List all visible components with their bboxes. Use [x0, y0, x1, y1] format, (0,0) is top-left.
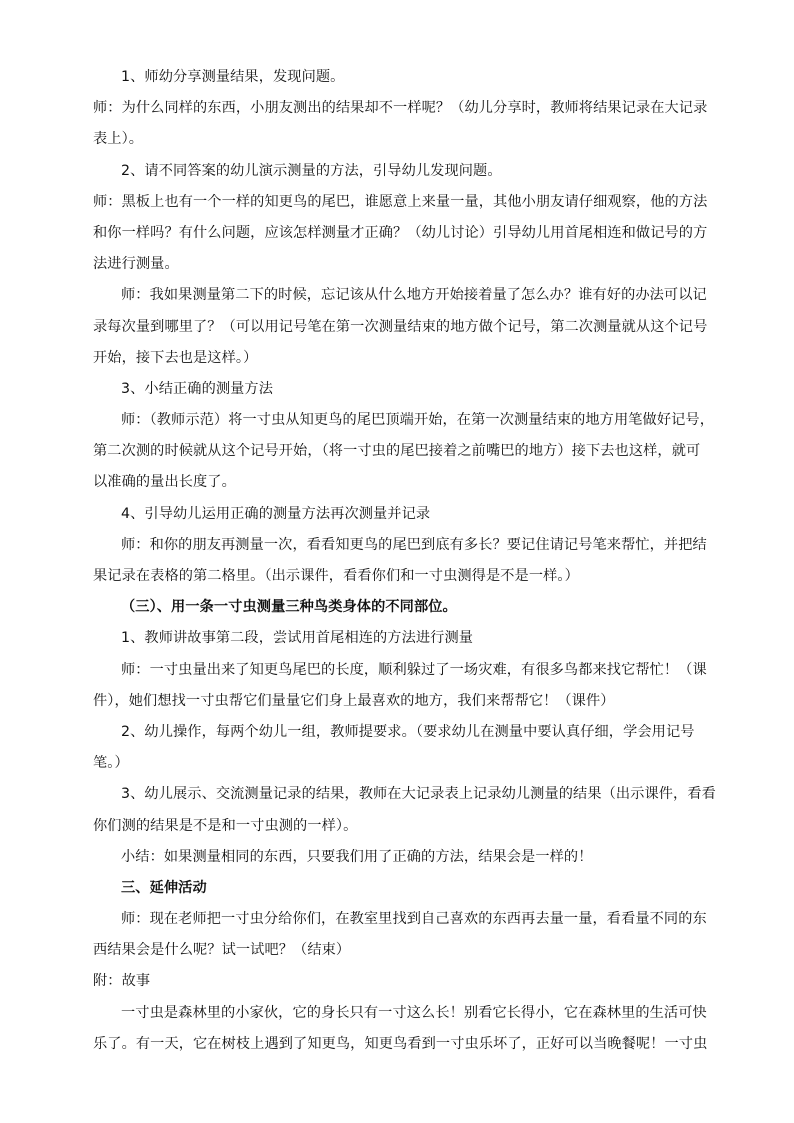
paragraph-line: 录每次量到哪里了？（可以用记号笔在第一次测量结束的地方做个记号，第二次测量就从这个记号 [93, 318, 708, 335]
paragraph-line: 师：一寸虫量出来了知更鸟尾巴的长度，顺利躲过了一场灾难，有很多鸟都来找它帮忙！（课 [121, 661, 707, 678]
paragraph-line: 以准确的量出长度了。 [93, 474, 236, 491]
paragraph-line: 2、请不同答案的幼儿演示测量的方法，引导幼儿发现问题。 [121, 162, 502, 179]
paragraph-line: 师：和你的朋友再测量一次，看看知更鸟的尾巴到底有多长？要记住请记号笔来帮忙，并把结 [121, 536, 707, 553]
paragraph-line: 3、幼儿展示、交流测量记录的结果，教师在大记录表上记录幼儿测量的结果（出示课件，看看 [121, 786, 716, 803]
paragraph-line: 件），她们想找一寸虫帮它们量量它们身上最喜欢的地方，我们来帮帮它！（课件） [93, 692, 615, 709]
paragraph-line: 一寸虫是森林里的小家伙，它的身长只有一寸这么长！别看它长得小，它在森林里的生活可快 [121, 1004, 707, 1021]
paragraph-line: 表上）。 [93, 131, 144, 148]
paragraph-line: 师：现在老师把一寸虫分给你们，在教室里找到自己喜欢的东西再去量一量，看看量不同的东 [121, 911, 707, 928]
section-heading-line: （三）、用一条一寸虫测量三种鸟类身体的不同部位。 [121, 599, 457, 616]
paragraph-line: 小结：如果测量相同的东西，只要我们用了正确的方法，结果会是一样的！ [121, 848, 593, 865]
paragraph-line: 3、小结正确的测量方法 [121, 380, 274, 397]
paragraph-line: 师：黑板上也有一个一样的知更鸟的尾巴，谁愿意上来量一量，其他小朋友请仔细观察，他的方法 [93, 193, 708, 210]
paragraph-line: 你们测的结果是不是和一寸虫测的一样）。 [93, 817, 358, 834]
paragraph-line: 4、引导幼儿运用正确的测量方法再次测量并记录 [121, 505, 431, 522]
paragraph-line: 1、教师讲故事第二段，尝试用首尾相连的方法进行测量 [121, 630, 474, 647]
paragraph-line: 乐了。有一天，它在树枝上遇到了知更鸟，知更鸟看到一寸虫乐坏了，正好可以当晚餐呢！一寸虫 [93, 1035, 708, 1052]
paragraph-line: 法进行测量。 [93, 256, 179, 273]
paragraph-line: 2、幼儿操作，每两个幼儿一组，教师提要求。（要求幼儿在测量中要认真仔细，学会用记号 [121, 723, 695, 740]
paragraph-line: 1、师幼分享测量结果，发现问题。 [121, 69, 345, 85]
paragraph-line: 开始，接下去也是这样。） [93, 349, 258, 366]
paragraph-line: 第二次测的时候就从这个记号开始，（将一寸虫的尾巴接着之前嘴巴的地方）接下去也这样，就可 [93, 443, 701, 460]
paragraph-line: 西结果会是什么呢？试一试吧？（结束） [93, 942, 351, 959]
paragraph-line: 笔。） [93, 755, 129, 772]
paragraph-line: 和你一样吗？有什么问题，应该怎样测量才正确？（幼儿讨论）引导幼儿用首尾相连和做记号的方 [93, 224, 708, 241]
paragraph-line: 附：故事 [93, 973, 151, 990]
section-heading-line: 三、延伸活动 [121, 879, 207, 896]
paragraph-line: 师：（教师示范）将一寸虫从知更鸟的尾巴顶端开始，在第一次测量结束的地方用笔做好记号， [121, 412, 714, 429]
paragraph-line: 师：为什么同样的东西，小朋友测出的结果却不一样呢？（幼儿分享时，教师将结果记录在大记录 [93, 100, 708, 117]
paragraph-line: 果记录在表格的第二格里。（出示课件，看看你们和一寸虫测得是不是一样。） [93, 568, 579, 584]
document-body [93, 62, 716, 1060]
paragraph-line: 师：我如果测量第二下的时候，忘记该从什么地方开始接着量了怎么办？谁有好的办法可以记 [121, 287, 707, 304]
